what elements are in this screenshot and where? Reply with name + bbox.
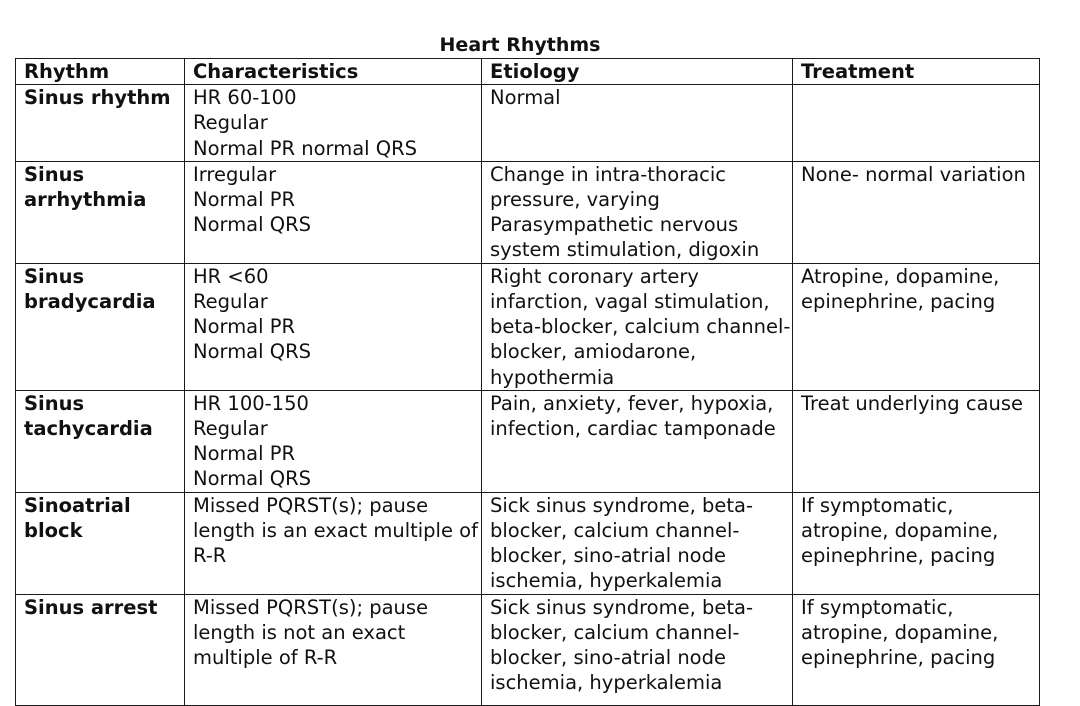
rhythm-line: Sinoatrial — [24, 493, 131, 517]
rhythm-line: tachycardia — [24, 417, 153, 441]
characteristics-line: R-R — [193, 544, 227, 568]
treatment-line: epinephrine, pacing — [801, 646, 996, 670]
table-body — [16, 85, 1040, 706]
heart-rhythms-table — [15, 58, 1040, 706]
treatment-line: atropine, dopamine, — [801, 519, 999, 543]
table-row — [16, 594, 1040, 705]
etiology-cell — [482, 390, 793, 492]
rhythm-line: Sinus — [24, 391, 85, 415]
characteristics-line: Regular — [193, 290, 268, 314]
etiology-line: pressure, varying — [490, 188, 660, 212]
characteristics-cell — [185, 390, 482, 492]
characteristics-line: HR 60-100 — [193, 86, 297, 110]
header-characteristics: Characteristics — [185, 59, 482, 85]
characteristics-line: Irregular — [193, 162, 277, 186]
treatment-cell — [793, 85, 1040, 162]
etiology-cell — [482, 263, 793, 390]
etiology-line: system stimulation, digoxin — [490, 238, 760, 262]
etiology-cell — [482, 85, 793, 162]
etiology-cell — [482, 594, 793, 705]
table-header-row — [16, 59, 1040, 85]
treatment-cell — [793, 492, 1040, 594]
etiology-line: Parasympathetic nervous — [490, 213, 739, 237]
etiology-line: blocker, amiodarone, — [490, 340, 697, 364]
rhythm-line: Sinus arrest — [24, 595, 158, 619]
etiology-line: Right coronary artery — [490, 264, 699, 288]
treatment-cell — [793, 263, 1040, 390]
treatment-cell — [793, 594, 1040, 705]
characteristics-cell — [185, 161, 482, 263]
table-row — [16, 161, 1040, 263]
characteristics-line: Normal PR normal QRS — [193, 136, 418, 160]
etiology-line: blocker, calcium channel- — [490, 621, 740, 645]
characteristics-line: multiple of R-R — [193, 646, 338, 670]
characteristics-line: Normal PR — [193, 315, 296, 339]
characteristics-line: Regular — [193, 417, 268, 441]
etiology-cell — [482, 161, 793, 263]
characteristics-cell — [185, 263, 482, 390]
treatment-line: If symptomatic, — [801, 595, 954, 619]
etiology-line: Change in intra-thoracic — [490, 162, 727, 186]
rhythm-line: Sinus — [24, 162, 85, 186]
rhythm-cell — [16, 390, 185, 492]
characteristics-line: Normal QRS — [193, 467, 312, 491]
characteristics-line: Missed PQRST(s); pause — [193, 493, 429, 517]
characteristics-line: HR 100-150 — [193, 391, 309, 415]
etiology-line: Normal — [490, 86, 561, 110]
etiology-line: Pain, anxiety, fever, hypoxia, — [490, 391, 774, 415]
treatment-line: epinephrine, pacing — [801, 544, 996, 568]
table-row — [16, 263, 1040, 390]
etiology-line: beta-blocker, calcium channel- — [490, 315, 791, 339]
rhythm-line: Sinus rhythm — [24, 86, 171, 110]
header-treatment: Treatment — [793, 59, 1040, 85]
characteristics-line: Normal QRS — [193, 340, 312, 364]
etiology-line: blocker, sino-atrial node — [490, 544, 726, 568]
characteristics-cell — [185, 85, 482, 162]
etiology-line: ischemia, hyperkalemia — [490, 569, 723, 593]
table-row — [16, 85, 1040, 162]
document-title: Heart Rhythms — [439, 34, 601, 56]
rhythm-cell — [16, 85, 185, 162]
characteristics-cell — [185, 594, 482, 705]
characteristics-line: length is an exact multiple of — [193, 519, 478, 543]
table-row — [16, 492, 1040, 594]
treatment-line: atropine, dopamine, — [801, 621, 999, 645]
etiology-line: Sick sinus syndrome, beta- — [490, 493, 754, 517]
characteristics-cell — [185, 492, 482, 594]
treatment-cell — [793, 161, 1040, 263]
rhythm-cell — [16, 492, 185, 594]
treatment-line: Treat underlying cause — [801, 391, 1024, 415]
treatment-line: None- normal variation — [801, 162, 1026, 186]
etiology-line: blocker, calcium channel- — [490, 519, 740, 543]
characteristics-line: Missed PQRST(s); pause — [193, 595, 429, 619]
etiology-line: Sick sinus syndrome, beta- — [490, 595, 754, 619]
characteristics-line: Regular — [193, 111, 268, 135]
etiology-line: ischemia, hyperkalemia — [490, 671, 723, 695]
characteristics-line: length is not an exact — [193, 621, 406, 645]
rhythm-line: block — [24, 519, 83, 543]
rhythm-line: arrhythmia — [24, 188, 147, 212]
etiology-line: blocker, sino-atrial node — [490, 646, 726, 670]
treatment-line: Atropine, dopamine, — [801, 264, 1000, 288]
rhythm-line: Sinus — [24, 264, 85, 288]
table-row — [16, 390, 1040, 492]
characteristics-line: Normal QRS — [193, 213, 312, 237]
rhythm-cell — [16, 263, 185, 390]
rhythm-cell — [16, 161, 185, 263]
etiology-line: hypothermia — [490, 365, 615, 389]
header-etiology: Etiology — [482, 59, 793, 85]
etiology-line: infection, cardiac tamponade — [490, 417, 776, 441]
treatment-line: If symptomatic, — [801, 493, 954, 517]
etiology-line: infarction, vagal stimulation, — [490, 290, 770, 314]
characteristics-line: Normal PR — [193, 442, 296, 466]
characteristics-line: HR <60 — [193, 264, 269, 288]
etiology-cell — [482, 492, 793, 594]
header-rhythm: Rhythm — [16, 59, 185, 85]
rhythm-line: bradycardia — [24, 290, 156, 314]
characteristics-line: Normal PR — [193, 188, 296, 212]
treatment-line: epinephrine, pacing — [801, 290, 996, 314]
treatment-cell — [793, 390, 1040, 492]
rhythm-cell — [16, 594, 185, 705]
